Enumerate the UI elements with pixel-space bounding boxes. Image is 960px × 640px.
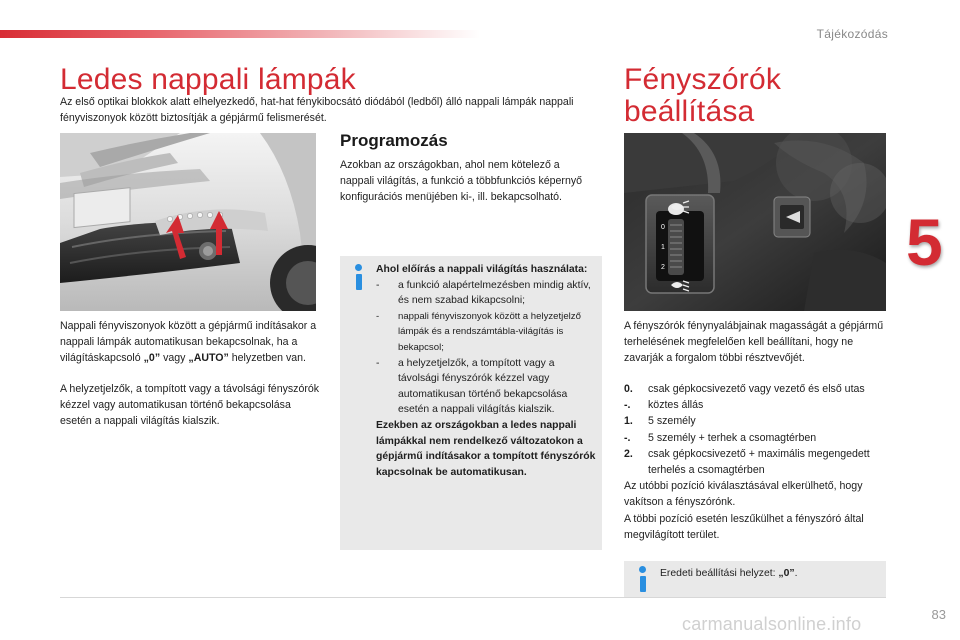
- drl-intro: Az első optikai blokkok alatt elhelyezkedő, hat-hat fénykibocsátó diódából (ledből) álló nappali lámpák nappali fényviszonyok között biztosítják a gépjármű felismerését.: [60, 96, 574, 124]
- headlamp-title: [624, 64, 781, 128]
- dial-mark-0: 0: [661, 224, 665, 231]
- headlamp-info-text: [660, 566, 880, 582]
- dial-mark-2: 2: [661, 264, 665, 271]
- headlamp-title-line1: Fényszórók: [624, 63, 782, 96]
- drl-body-1-text: Nappali fényviszonyok között a gépjármű indításakor a nappali lámpák automatikusan bekapcsolnak, ha a világításkapcsoló: [60, 320, 317, 365]
- drl-body-1: [60, 318, 320, 367]
- list-item-text: nappali fényviszonyok között a helyzetjelző lámpák és a rendszámtábla-világítás is bekapcsol;: [398, 310, 581, 353]
- drl-body-2: A helyzetjelzők, a tompított vagy a távolsági fényszórók kézzel vagy automatikusan történő bekapcsolása esetén a nappali világítás kialszik.: [60, 383, 320, 428]
- car-front-led-photo: [60, 133, 316, 311]
- dash-bullet: -: [376, 279, 380, 291]
- list-item: [624, 381, 886, 397]
- list-item: [624, 397, 886, 413]
- position-text: köztes állás: [648, 399, 704, 412]
- list-item: [376, 356, 598, 418]
- top-accent-bar: [0, 30, 480, 38]
- dash-bullet: -: [376, 310, 380, 322]
- position-key: 2.: [624, 447, 633, 460]
- section-label: Tájékozódás: [816, 27, 888, 41]
- headlamp-intro: A fényszórók fénynyalábjainak magasságát a gépjármű terhelésének megfelelően kell beállítani, hogy ne zavarják a forgalom többi résztvevőjét.: [624, 320, 884, 365]
- chapter-number-badge: 5: [906, 206, 943, 278]
- initial-setting-end: .: [794, 568, 798, 579]
- drl-body-1-end: helyzetben van.: [228, 352, 306, 365]
- headlamp-positions-list: [624, 381, 886, 543]
- position-key: -.: [624, 431, 631, 444]
- drl-body-1-mid: vagy: [160, 352, 189, 365]
- list-item-text: a funkció alapértelmezésben mindig aktív, és nem szabad kikapcsolni;: [398, 279, 591, 307]
- headlamp-outro-2: A többi pozíció esetén leszűkülhet a fényszóró által megvilágított terület.: [624, 512, 864, 541]
- position-text: csak gépkocsivezető + maximális megengedett terhelés a csomagtérben: [648, 447, 870, 477]
- list-item-text: a helyzetjelzők, a tompított vagy a távolsági fényszórók kézzel vagy automatikusan történő bekapcsolása esetén a nappali világítás kialszik.: [398, 357, 568, 416]
- list-item: [376, 278, 598, 309]
- programming-body: Azokban az országokban, ahol nem kötelező a nappali világítás, a funkció a többfunkciós képernyő konfigurációs menüjében ki-, ill. bekapcsolható.: [340, 159, 583, 204]
- footer-divider: [60, 597, 886, 598]
- list-item: [624, 430, 886, 446]
- headlamp-adjust-dial-photo: [624, 133, 886, 311]
- info-heading: Ahol előírás a nappali világítás használata:: [376, 264, 588, 275]
- list-item: [376, 309, 598, 356]
- watermark: carmanualsonline.info: [682, 614, 862, 634]
- initial-setting-value: „0”: [778, 568, 795, 579]
- headlamp-title-line2: beállítása: [624, 95, 755, 128]
- dial-mark-1: 1: [661, 244, 665, 251]
- position-key: -.: [624, 399, 631, 412]
- drl-title: Ledes nappali lámpák: [60, 63, 356, 96]
- switch-position-0: „0”: [143, 352, 161, 365]
- switch-position-auto: „AUTO”: [188, 352, 229, 365]
- position-key: 1.: [624, 415, 633, 428]
- info-box-content: [376, 262, 598, 480]
- headlamp-outro-1: Az utóbbi pozíció kiválasztásával elkerülhető, hogy vakítson a fényszórónk.: [624, 480, 863, 509]
- programming-info-box: [340, 256, 602, 550]
- position-key: 0.: [624, 383, 633, 395]
- info-icon: [636, 566, 650, 592]
- info-footer: Ezekben az országokban a ledes nappali lámpákkal nem rendelkező változatokon a gépjármű indításakor a tompított fényszórók kapcsolnak be automatikusan.: [376, 419, 596, 478]
- position-text: 5 személy: [648, 415, 696, 428]
- list-item: [624, 446, 886, 478]
- programming-title: Programozás: [340, 131, 448, 150]
- info-icon: [352, 264, 366, 290]
- dash-bullet: -: [376, 357, 380, 369]
- position-text: 5 személy + terhek a csomagtérben: [648, 431, 817, 444]
- initial-setting-label: Eredeti beállítási helyzet:: [660, 568, 779, 579]
- position-text: csak gépkocsivezető vagy vezető és első utas: [648, 383, 865, 395]
- list-item: [624, 413, 886, 429]
- page-number: 83: [931, 607, 946, 622]
- headlamp-info-box: [624, 561, 886, 597]
